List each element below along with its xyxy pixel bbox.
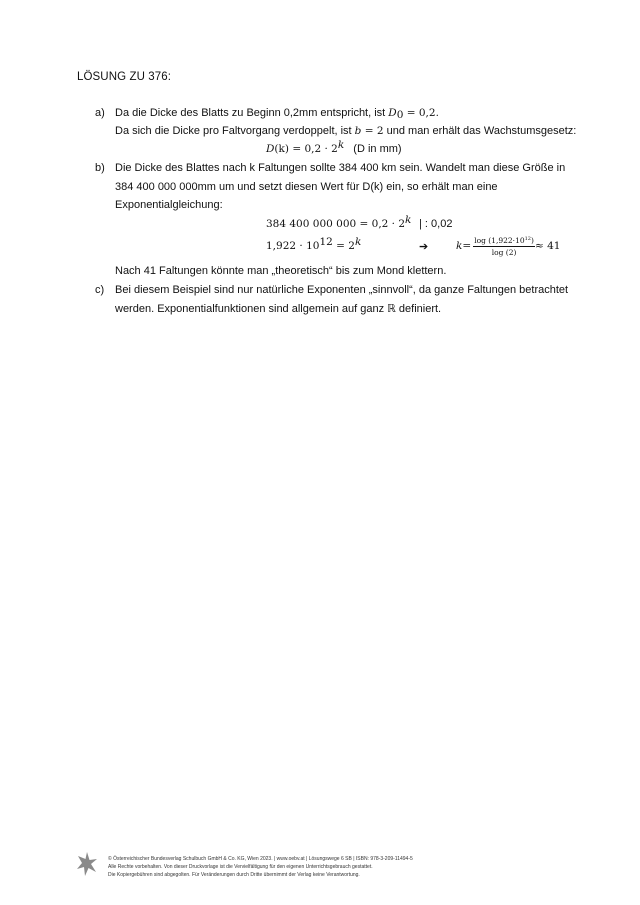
equation-2	[266, 236, 362, 252]
part-a-line-1	[115, 107, 439, 119]
part-c-line-1: Bei diesem Beispiel sind nur natürliche Exponenten „sinnvoll“, da ganze Faltungen betrachtet	[115, 284, 569, 296]
approx-result: ≈ 41	[534, 240, 561, 252]
eq2-exp-2: k	[354, 236, 362, 248]
part-a-text-2b: und man erhält das Wachstumsgesetz:	[383, 125, 577, 137]
part-b-line-1: Die Dicke des Blattes nach k Faltungen sollte 384 400 km sein. Wandelt man diese Größe in	[115, 162, 566, 174]
eq2-lhs: 1,922 · 10	[266, 240, 320, 252]
k-solution	[456, 235, 560, 257]
solution-heading: LÖSUNG ZU 376:	[77, 71, 172, 83]
part-b-marker: b)	[95, 162, 105, 174]
k-equals: =	[462, 240, 472, 252]
part-c-text-2b: definiert.	[395, 303, 442, 315]
eq1-exp: k	[405, 214, 412, 226]
part-a-marker: a)	[95, 107, 105, 119]
part-c-line-2	[115, 302, 441, 315]
log-fraction-denominator: log (2)	[491, 247, 517, 257]
math-d0-var: D	[388, 107, 397, 119]
eq1-lhs: 384 400 000 000 = 0,2 · 2	[266, 218, 406, 230]
formula-lhs: D	[266, 143, 275, 155]
footer-rights: Alle Rechte vorbehalten. Von dieser Druckvorlage ist die Vervielfältigung für den eigenen Unterrichtsgebrauch gestattet.	[108, 864, 373, 870]
real-numbers-symbol: ℝ	[387, 302, 396, 315]
equation-1-operation: | : 0,02	[419, 218, 453, 230]
math-d0-sub: 0	[396, 109, 404, 121]
formula-rhs: = 0,2 · 2	[288, 143, 338, 155]
growth-law-formula	[266, 139, 402, 155]
numerator-exp: 12	[524, 235, 531, 242]
footer-copyright: © Österreichischer Bundesverlag Schulbuch GmbH & Co. KG, Wien 2023. | www.oebv.at | Lösungswege 6 SB | ISBN: 978-3-209-11494-5	[108, 856, 413, 862]
part-a-text-1: Da die Dicke des Blatts zu Beginn 0,2mm entspricht, ist	[115, 107, 389, 119]
math-d0-rest: = 0,2.	[403, 107, 439, 119]
footer-disclaimer: Die Kopiergebühren sind abgegolten. Für Veränderungen durch Dritte übernimmt der Verlag keine Verantwortung.	[108, 872, 360, 878]
eq2-exp-1: 12	[319, 236, 333, 248]
formula-exp: k	[337, 139, 345, 151]
numerator-part-a: log (1,922·10	[474, 235, 525, 245]
formula-arg: (k)	[274, 143, 289, 155]
k-var: k	[456, 240, 463, 252]
math-b-rest: = 2	[361, 125, 384, 137]
part-b-line-2: 384 400 000 000mm um und setzt diesen Wert für D(k) ein, so erhält man eine	[115, 181, 498, 193]
part-c-marker: c)	[95, 284, 105, 296]
math-b-var: b	[354, 125, 362, 137]
log-fraction-numerator	[473, 236, 535, 247]
arrow-right-icon: ➔	[419, 241, 429, 253]
part-c-text-2a: werden. Exponentialfunktionen sind allgemein auf ganz	[115, 303, 388, 315]
formula-note: (D in mm)	[353, 143, 402, 155]
publisher-logo-icon	[76, 851, 98, 877]
equation-1	[266, 214, 412, 230]
part-b-result: Nach 41 Faltungen könnte man „theoretisch“ bis zum Mond klettern.	[115, 265, 447, 277]
eq2-mid: = 2	[332, 240, 355, 252]
part-a-line-2	[115, 125, 576, 137]
numerator-part-b: )	[531, 235, 534, 245]
log-fraction	[473, 236, 535, 257]
part-a-text-2a: Da sich die Dicke pro Faltvorgang verdoppelt, ist	[115, 125, 355, 137]
part-b-line-3: Exponentialgleichung:	[115, 199, 223, 211]
